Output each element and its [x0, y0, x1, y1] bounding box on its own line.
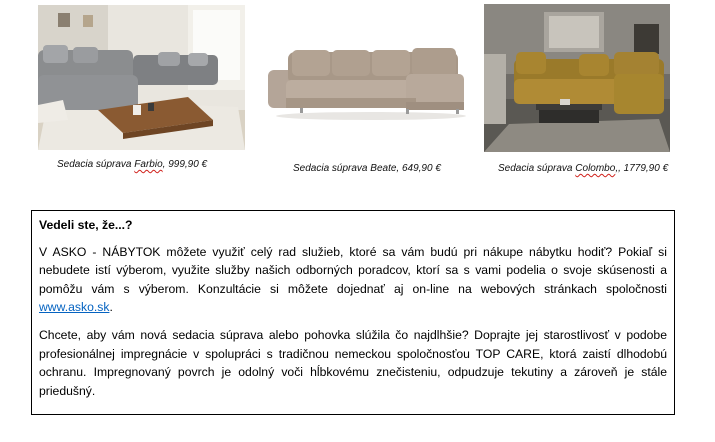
info-paragraph-services — [39, 243, 667, 317]
sofa-colombo-photo — [484, 4, 670, 152]
sofa-farbio-photo — [38, 5, 245, 150]
caption-prefix: Sedacia súprava — [498, 163, 576, 174]
product-colombo — [484, 4, 670, 152]
caption-price: , 999,90 € — [162, 159, 208, 170]
info-paragraph-services-text: V ASKO - NÁBYTOK môžete využiť celý rad služieb, ktoré sa vám budú pri nákupe nábytku hodiť? Pokiaľ si nebudete istí výberom, využite služby našich odborných poradcov, ktorí sa s vami podelia o svoje skúsenosti a pomôžu vám s výberom. Konzultácie si môžete dojednať aj on-line na webových stránkach spoločnosti — [39, 244, 667, 296]
product-farbio — [38, 5, 245, 150]
asko-website-link[interactable]: www.asko.sk — [39, 300, 110, 315]
info-paragraph-care: Chcete, aby vám nová sedacia súprava alebo pohovka slúžila čo najdlhšie? Doprajte jej starostlivosť v podobe profesionálnej impregnácie v spolupráci s tradičnou nemeckou spoločnosťou TOP CARE, ktorá zaistí dlhodobú ochranu. Impregnovaný povrch je odolný voči hĺbkovému znečisteniu, odpudzuje tekutiny a zároveň je stále priedušný. — [39, 327, 667, 398]
caption-name: Colombo — [575, 163, 616, 174]
caption-prefix: Sedacia súprava Beate, 649,90 € — [293, 163, 441, 174]
product-beate — [266, 42, 467, 120]
caption-farbio — [57, 159, 207, 170]
caption-price: ,, 1779,90 € — [615, 163, 669, 174]
caption-colombo — [498, 163, 668, 174]
info-box — [31, 210, 675, 415]
info-title: Vedeli ste, že...? — [39, 218, 133, 232]
caption-name: Farbio — [134, 159, 163, 170]
sofa-beate-photo — [266, 42, 467, 120]
info-paragraph-services-end: . — [109, 300, 113, 315]
caption-beate — [293, 163, 441, 174]
caption-prefix: Sedacia súprava — [57, 159, 135, 170]
